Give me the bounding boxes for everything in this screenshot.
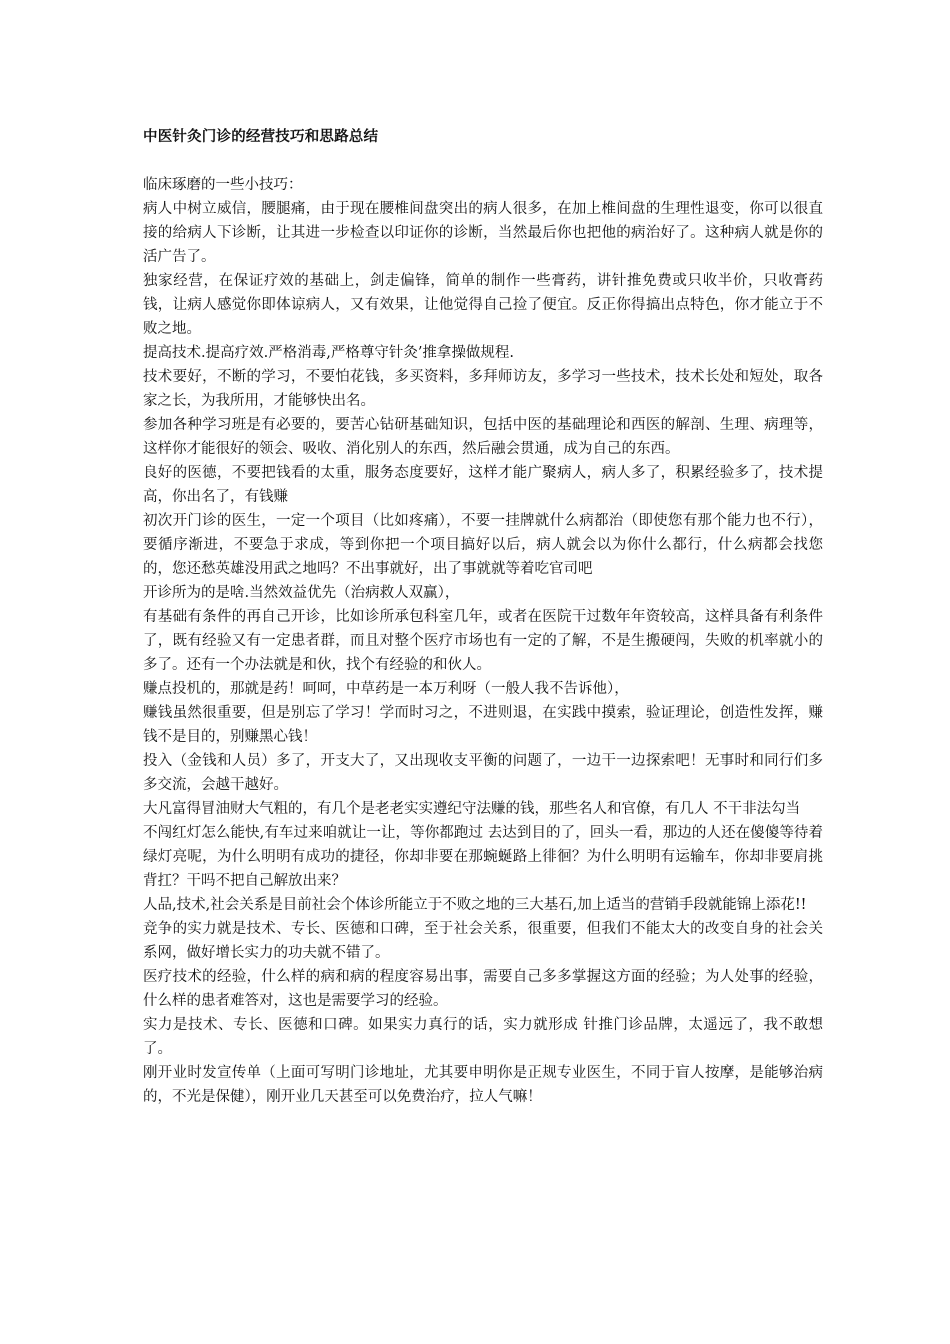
- paragraph-1: 病人中树立威信，腰腿痛，由于现在腰椎间盘突出的病人很多，在加上椎间盘的生理性退变，你可以很直接的给病人下诊断，让其进一步检查以印证你的诊断，当然最后你也把他的病治好了。这种病人就是你的活广告了。: [143, 201, 823, 265]
- paragraph-6: 良好的医德，不要把钱看的太重，服务态度要好，这样才能广聚病人，病人多了，积累经验多了，技术提高，你出名了，有钱赚: [143, 465, 823, 505]
- paragraph-17: 医疗技术的经验，什么样的病和病的程度容易出事，需要自己多多掌握这方面的经验；为人处事的经验，什么样的患者难答对，这也是需要学习的经验。: [143, 969, 823, 1009]
- paragraph-15: 人品,技术,社会关系是目前社会个体诊所能立于不败之地的三大基石,加上适当的营销手段就能锦上添花!!: [143, 897, 807, 913]
- document-page: [143, 125, 823, 1109]
- paragraph-3: 提高技术.提高疗效.严格消毒,严格尊守针灸’推拿操做规程.: [143, 345, 515, 361]
- paragraph-10: 赚点投机的，那就是药！呵呵，中草药是一本万利呀（一般人我不告诉他），: [143, 681, 629, 697]
- paragraph-12: 投入（金钱和人员）多了，开支大了，又出现收支平衡的问题了，一边干一边探索吧！无事时和同行们多多交流，会越干越好。: [143, 753, 823, 793]
- section-heading: 临床琢磨的一些小技巧：: [143, 177, 303, 193]
- paragraph-16: 竞争的实力就是技术、专长、医德和口碑，至于社会关系，很重要，但我们不能太大的改变自身的社会关系网，做好增长实力的功夫就不错了。: [143, 921, 823, 961]
- paragraph-4: 技术要好，不断的学习，不要怕花钱，多买资料，多拜师访友，多学习一些技术，技术长处和短处，取各家之长，为我所用，才能够快出名。: [143, 369, 823, 409]
- paragraph-list: [143, 197, 823, 1109]
- paragraph-18: 实力是技术、专长、医德和口碑。如果实力真行的话，实力就形成 针推门诊品牌，太遥远了，我不敢想了。: [143, 1017, 823, 1057]
- paragraph-19: 刚开业时发宣传单（上面可写明门诊地址，尤其要申明你是正规专业医生，不同于盲人按摩，是能够治病的，不光是保健），刚开业几天甚至可以免费治疗，拉人气嘛！: [143, 1065, 823, 1105]
- paragraph-5: 参加各种学习班是有必要的，要苦心钻研基础知识，包括中医的基础理论和西医的解剖、生理、病理等，这样你才能很好的领会、吸收、消化别人的东西，然后融会贯通，成为自己的东西。: [143, 417, 823, 457]
- paragraph-13: 大凡富得冒油财大气粗的，有几个是老老实实遵纪守法赚的钱，那些名人和官僚，有几人 不干非法勾当: [143, 801, 801, 817]
- document-title: 中医针灸门诊的经营技巧和思路总结: [143, 129, 379, 145]
- paragraph-7: 初次开门诊的医生，一定一个项目（比如疼痛），不要一挂牌就什么病都治（即使您有那个能力也不行），要循序渐进，不要急于求成，等到你把一个项目搞好以后，病人就会以为你什么都行，什么病都会找您的，您还愁英雄没用武之地吗？不出事就好，出了事就就等着吃官司吧: [143, 513, 823, 577]
- paragraph-9: 有基础有条件的再自己开诊，比如诊所承包科室几年，或者在医院干过数年年资较高，这样具备有利条件了，既有经验又有一定患者群，而且对整个医疗市场也有一定的了解，不是生搬硬闯，失败的机率就小的多了。还有一个办法就是和伙，找个有经验的和伙人。: [143, 609, 823, 673]
- paragraph-11: 赚钱虽然很重要，但是别忘了学习！学而时习之，不进则退，在实践中摸索，验证理论，创造性发挥，赚钱不是目的，别赚黑心钱！: [143, 705, 823, 745]
- paragraph-14: 不闯红灯怎么能快,有车过来咱就让一让，等你都跑过 去达到目的了，回头一看，那边的人还在傻傻等待着绿灯亮呢，为什么明明有成功的捷径，你却非要在那蜿蜒路上徘徊？为什么明明有运输车，你却非要肩挑背扛？干吗不把自己解放出来？: [143, 825, 823, 889]
- paragraph-8: 开诊所为的是啥.当然效益优先（治病救人双赢），: [143, 585, 460, 601]
- paragraph-2: 独家经营，在保证疗效的基础上，剑走偏锋，简单的制作一些膏药，讲针推免费或只收半价，只收膏药钱，让病人感觉你即体谅病人，又有效果，让他觉得自己捡了便宜。反正你得搞出点特色，你才能立于不败之地。: [143, 273, 823, 337]
